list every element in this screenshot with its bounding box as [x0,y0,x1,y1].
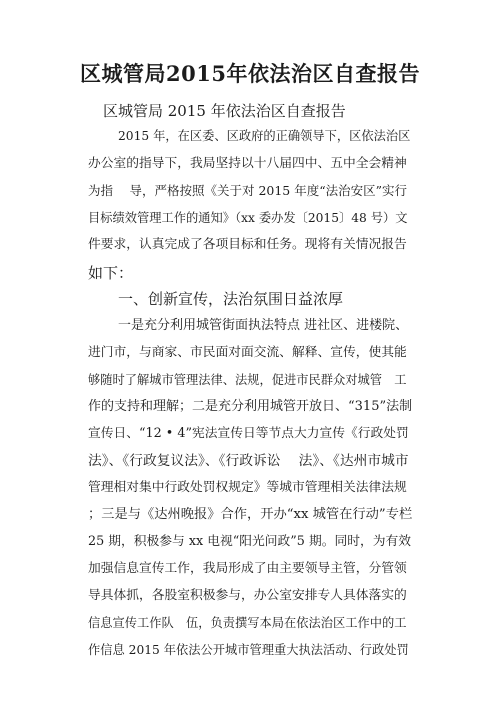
paragraph-line: 目标绩效管理工作的通知》（xx 委办发〔2015〕48 号）文 [88,211,408,225]
paragraph-line: 如下： [88,264,134,282]
paragraph-line: 作信息 2015 年依法公开城市管理重大执法活动、行政处罚 [88,643,409,657]
paragraph-line: 为指 导，严格按照《关于对 2015 年度“法治安区”实行 [88,183,408,198]
paragraph-line: 宣传日、“12 • 4”宪法宣传日等节点大力宣传《行政处罚 [88,426,409,441]
paragraph-line: 25 期，积极参与 xx 电视“阳光问政”5 期。同时，为有效 [88,534,411,549]
paragraph-line: 够随时了解城市管理法律、法规，促进市民群众对城管 工 [88,373,407,387]
paragraph-line: 导具体抓，各股室积极参与，办公室安排专人具体落实的 [88,588,407,603]
paragraph-line: 法》、《行政复议法》、《行政诉讼 法》、《达州市城市 [88,453,409,469]
paragraph-line: 进门市，与商家、市民面对面交流、解释、宣传，使其能 [88,345,407,360]
paragraph-line: 加强信息宣传工作，我局形成了由主要领导主管，分管领 [88,561,407,576]
paragraph-line: 一是充分利用城管街面执法特点 进社区、进楼院、 [118,318,409,333]
section-heading: 一、创新宣传，法治氛围日益浓厚 [118,290,344,308]
paragraph-line: 2015 年，在区委、区政府的正确领导下，区依法治区 [118,129,411,143]
document-title: 区城管局2015年依法治区自查报告 [80,61,420,86]
document-subtitle: 区城管局 2015 年依法治区自查报告 [103,102,346,120]
paragraph-line: 管理相对集中行政处罚权规定》等城市管理相关法律法规 [88,480,407,495]
paragraph-line: ；三是与《达州晚报》合作，开办“xx 城管在行动”专栏 [88,507,413,522]
paragraph-line: 信息宣传工作队 伍，负责撰写本局在依法治区工作中的工 [88,616,407,630]
paragraph-line: 作的支持和理解；二是充分利用城管开放日、“315”法制 [88,399,413,414]
paragraph-line: 件要求，认真完成了各项目标和任务。现将有关情况报告 [88,237,407,252]
paragraph-line: 办公室的指导下，我局坚持以十八届四中、五中全会精神 [88,156,407,171]
